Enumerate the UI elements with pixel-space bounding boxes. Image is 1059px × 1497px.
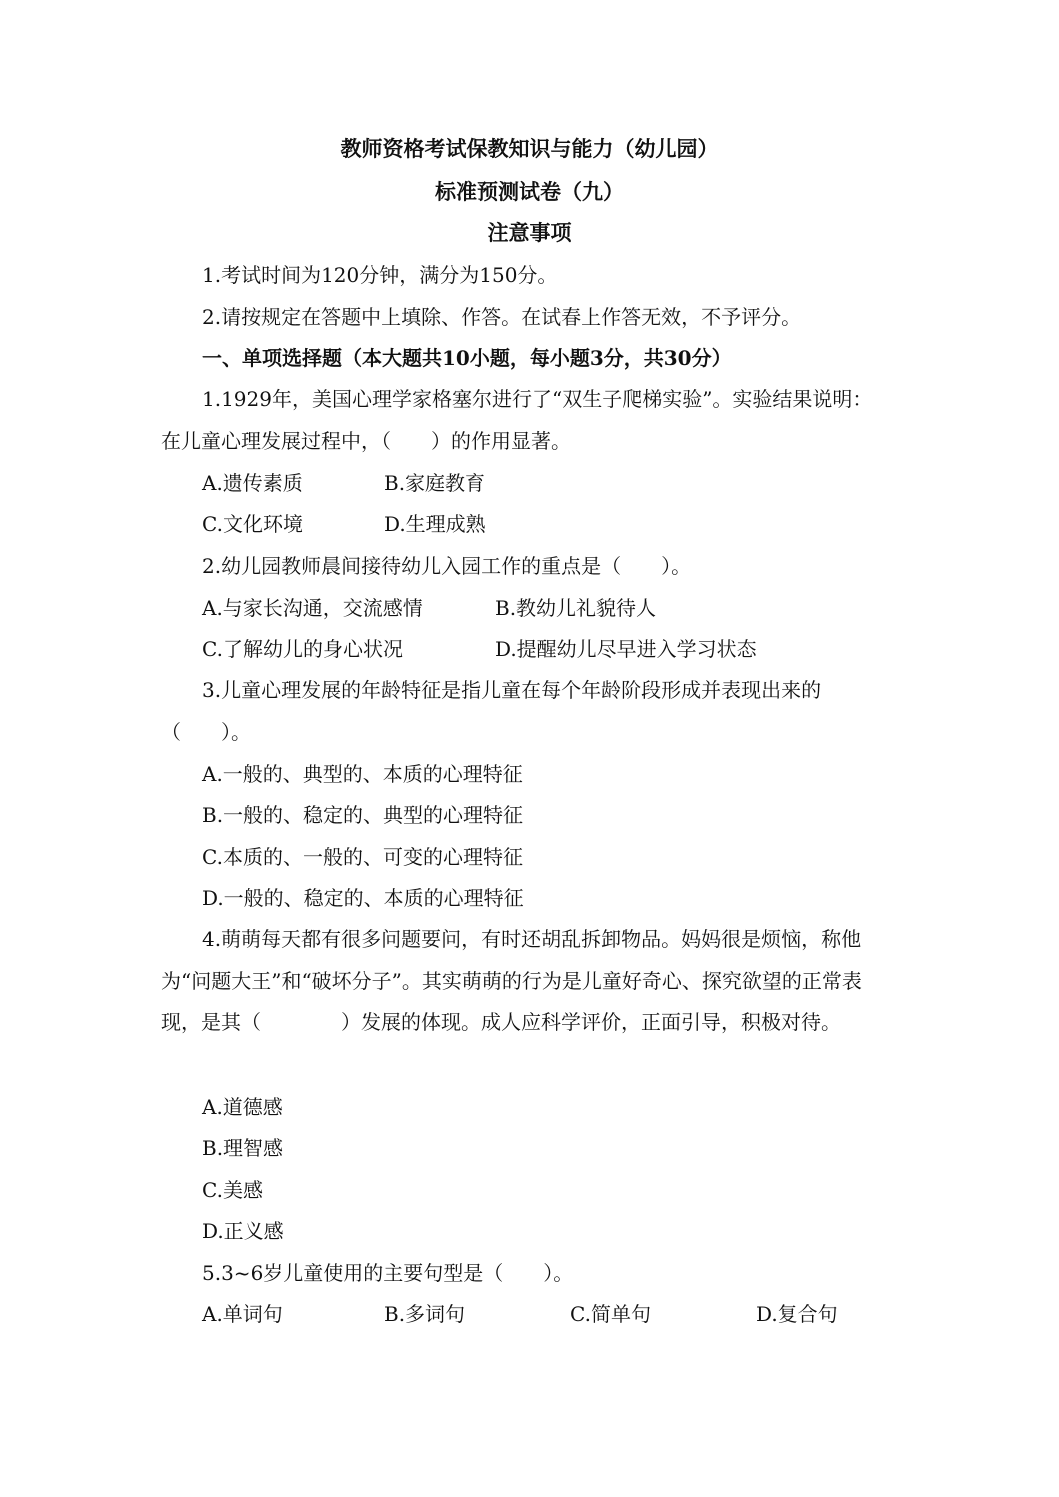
option-c: C.文化环境 xyxy=(202,512,303,536)
option-a: A.道德感 xyxy=(202,1095,283,1119)
option-a: A.单词句 xyxy=(202,1302,283,1326)
section-heading: 一、单项选择题（本大题共10小题，每小题3分，共30分） xyxy=(202,346,732,370)
question-stem: 1.1929年，美国心理学家格塞尔进行了“双生子爬梯实验”。实验结果说明：在儿童心理发展过程中，（ ）的作用显著。 xyxy=(161,387,873,453)
option-b: B.教幼儿礼貌待人 xyxy=(495,596,657,620)
question-stem: 2.幼儿园教师晨间接待幼儿入园工作的重点是（ ）。 xyxy=(202,554,692,578)
option-a: A.与家长沟通，交流感情 xyxy=(202,596,423,620)
option-c: C.本质的、一般的、可变的心理特征 xyxy=(202,845,523,869)
option-d: D.一般的、稳定的、本质的心理特征 xyxy=(202,886,524,910)
question-stem: 4.萌萌每天都有很多问题要问，有时还胡乱拆卸物品。妈妈很是烦恼，称他为“问题大王”和“破坏分子”。其实萌萌的行为是儿童好奇心、探究欲望的正常表现，是其（ ）发展的体现。成人应科学评价，正面引导，积极对待。 xyxy=(161,927,862,1034)
option-b: B.理智感 xyxy=(202,1136,284,1160)
option-b: B.家庭教育 xyxy=(384,471,486,495)
exam-title: 教师资格考试保教知识与能力（幼儿园） xyxy=(340,136,719,161)
option-c: C.了解幼儿的身心状况 xyxy=(202,637,403,661)
option-d: D.提醒幼儿尽早进入学习状态 xyxy=(495,637,757,661)
option-b: B.多词句 xyxy=(384,1302,466,1326)
option-d: D.生理成熟 xyxy=(384,512,486,536)
option-d: D.正义感 xyxy=(202,1219,284,1243)
notice-item: 2.请按规定在答题中上填除、作答。在试春上作答无效，不予评分。 xyxy=(202,305,802,329)
option-b: B.一般的、稳定的、典型的心理特征 xyxy=(202,803,524,827)
question-stem: 5.3~6岁儿童使用的主要句型是（ ）。 xyxy=(202,1261,574,1285)
option-d: D.复合句 xyxy=(756,1302,838,1326)
notice-heading: 注意事项 xyxy=(487,220,572,245)
question-stem: 3.儿童心理发展的年龄特征是指儿童在每个年龄阶段形成并表现出来的（ ）。 xyxy=(161,678,822,744)
exam-subtitle: 标准预测试卷（九） xyxy=(435,179,624,204)
option-a: A.遗传素质 xyxy=(202,471,303,495)
option-c: C.简单句 xyxy=(570,1302,651,1326)
notice-item: 1.考试时间为120分钟，满分为150分。 xyxy=(202,263,558,287)
option-a: A.一般的、典型的、本质的心理特征 xyxy=(202,762,523,786)
option-c: C.美感 xyxy=(202,1178,263,1202)
